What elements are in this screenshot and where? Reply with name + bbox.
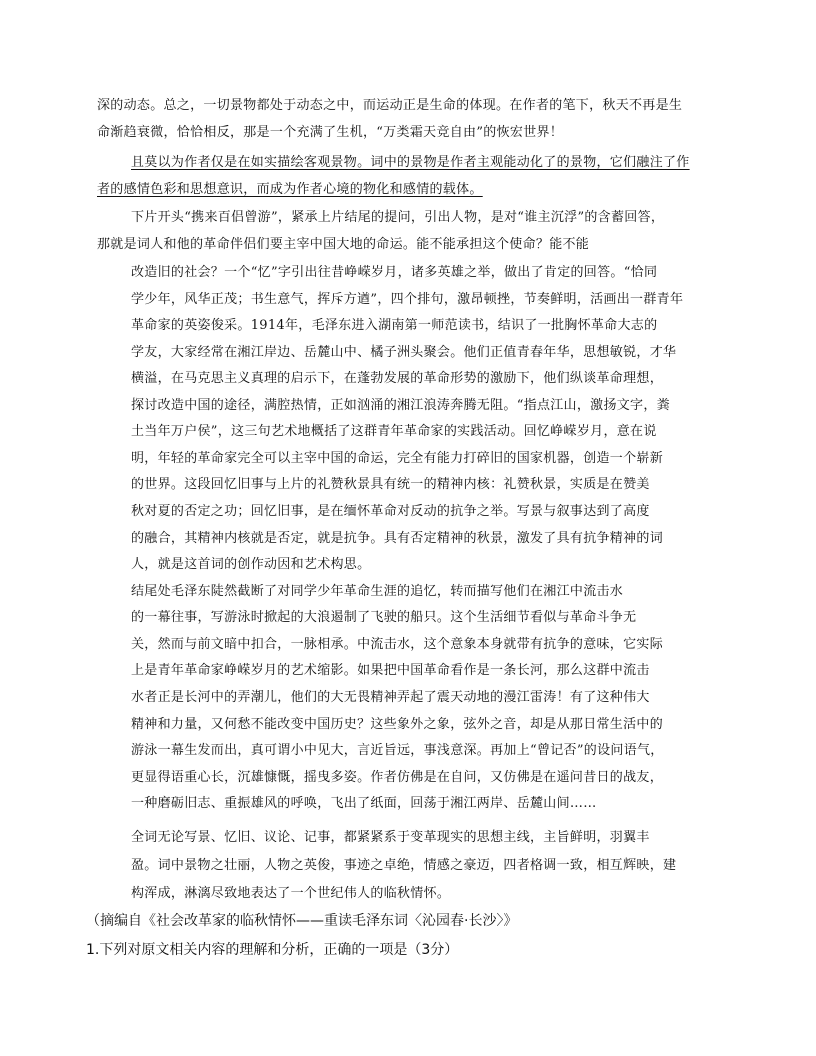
text-line-21: 关，然而与前文暗中扣合，一脉相承。中流击水，这个意象本身就带有抗争的意味，它实际	[131, 637, 664, 652]
text-line-27: 一种磨砺旧志、重振雄风的呼唤，飞出了纸面，回荡于湘江两岸、岳麓山间……	[131, 796, 597, 811]
text-line-18: 人，就是这首词的创作动因和艺术构思。	[131, 557, 371, 572]
text-line-14: 明，年轻的革命家完全可以主宰中国的命运，完全有能力打碎旧的国家机器，创造一个崭新	[131, 451, 664, 466]
text-line-16: 秋对夏的否定之功；回忆旧事，是在缅怀革命对反动的抗争之举。写景与叙事达到了高度	[131, 504, 650, 519]
text-line-17: 的融合，其精神内核就是否定，就是抗争。具有否定精神的秋景，激发了具有抗争精神的词	[131, 531, 664, 546]
question-1: 1.下列对原文相关内容的理解和分析，正确的一项是（3分）	[86, 942, 459, 958]
underlined-line-1: 且莫以为作者仅是在如实描绘客观景物。词中的景物是作者主观能动化了的景物，它们融注了作	[131, 155, 690, 170]
text-line-24: 精神和力量，又何愁不能改变中国历史？这些象外之象，弦外之音，却是从那日常生活中的	[131, 717, 664, 732]
text-line-23: 水者正是长河中的弄潮儿，他们的大无畏精神弄起了震天动地的漫江雷涛！有了这种伟大	[131, 690, 650, 705]
text-line-7: 改造旧的社会？一个“忆”字引出往昔峥嵘岁月，诸多英雄之举，做出了肯定的回答。“恰同	[131, 265, 658, 280]
text-line-28: 全词无论写景、忆旧、议论、记事，都紧紧系于变革现实的思想主线，主旨鲜明，羽翼丰	[131, 830, 650, 845]
text-line-9: 革命家的英姿俊采。1914年，毛泽东进入湖南第一师范读书，结识了一批胸怀革命大志的	[131, 318, 658, 333]
text-line-15: 的世界。这段回忆旧事与上片的礼赞秋景具有统一的精神内核：礼赞秋景，实质是在赞美	[131, 477, 650, 492]
source-citation: （摘编自《社会改革家的临秋情怀——重读毛泽东词〈沁园春·长沙〉》	[86, 913, 518, 929]
text-line-1: 深的动态。总之，一切景物都处于动态之中，而运动正是生命的体现。在作者的笔下，秋天不再是生	[97, 98, 683, 113]
text-line-6: 那就是词人和他的革命伴侣们要主宰中国大地的命运。能不能承担这个使命？能不能	[97, 237, 590, 252]
underlined-line-2: 者的感情色彩和思想意识，而成为作者心境的物化和感情的载体。	[97, 182, 483, 197]
text-line-29: 盈。词中景物之壮丽，人物之英俊，事迹之卓绝，情感之豪迈，四者格调一致，相互辉映，建	[131, 858, 677, 873]
text-line-5: 下片开头“携来百侣曾游”，紧承上片结尾的提问，引出人物，是对“谁主沉浮”的含蓄回答，	[131, 210, 665, 225]
text-line-2: 命渐趋衰微，恰恰相反，那是一个充满了生机，“万类霜天竞自由”的恢宏世界！	[97, 125, 564, 140]
text-line-10: 学友，大家经常在湘江岸边、岳麓山中、橘子洲头聚会。他们正值青春年华，思想敏锐，才华	[131, 345, 677, 360]
text-line-11: 横溢，在马克思主义真理的启示下，在蓬勃发展的革命形势的激励下，他们纵谈革命理想，	[131, 371, 664, 386]
text-line-8: 学少年，风华正茂；书生意气，挥斥方遒”，四个排句，激昂顿挫，节奏鲜明，活画出一群青年	[131, 292, 684, 307]
text-line-26: 更显得语重心长，沉雄慷慨，摇曳多姿。作者仿佛是在自问，又仿佛是在遥问昔日的战友，	[131, 770, 664, 785]
text-line-22: 上是青年革命家峥嵘岁月的艺术缩影。如果把中国革命看作是一条长河，那么这群中流击	[131, 663, 650, 678]
text-line-12: 探讨改造中国的途径，满腔热情，正如汹涌的湘江浪涛奔腾无阻。“指点江山，激扬文字，粪	[131, 398, 670, 413]
text-line-19: 结尾处毛泽东陡然截断了对同学少年革命生涯的追忆，转而描写他们在湘江中流击水	[131, 584, 624, 599]
text-line-30: 构浑成，淋漓尽致地表达了一个世纪伟人的临秋情怀。	[131, 886, 451, 901]
text-line-25: 游泳一幕生发而出，真可谓小中见大，言近旨远，事浅意深。再加上“曾记否”的设问语气，	[131, 743, 664, 758]
text-line-13: 土当年万户侯”，这三句艺术地概括了这群青年革命家的实践活动。回忆峥嵘岁月，意在说	[131, 424, 657, 439]
text-line-20: 的一幕往事，写游泳时掀起的大浪遏制了飞驶的船只。这个生活细节看似与革命斗争无	[131, 610, 637, 625]
